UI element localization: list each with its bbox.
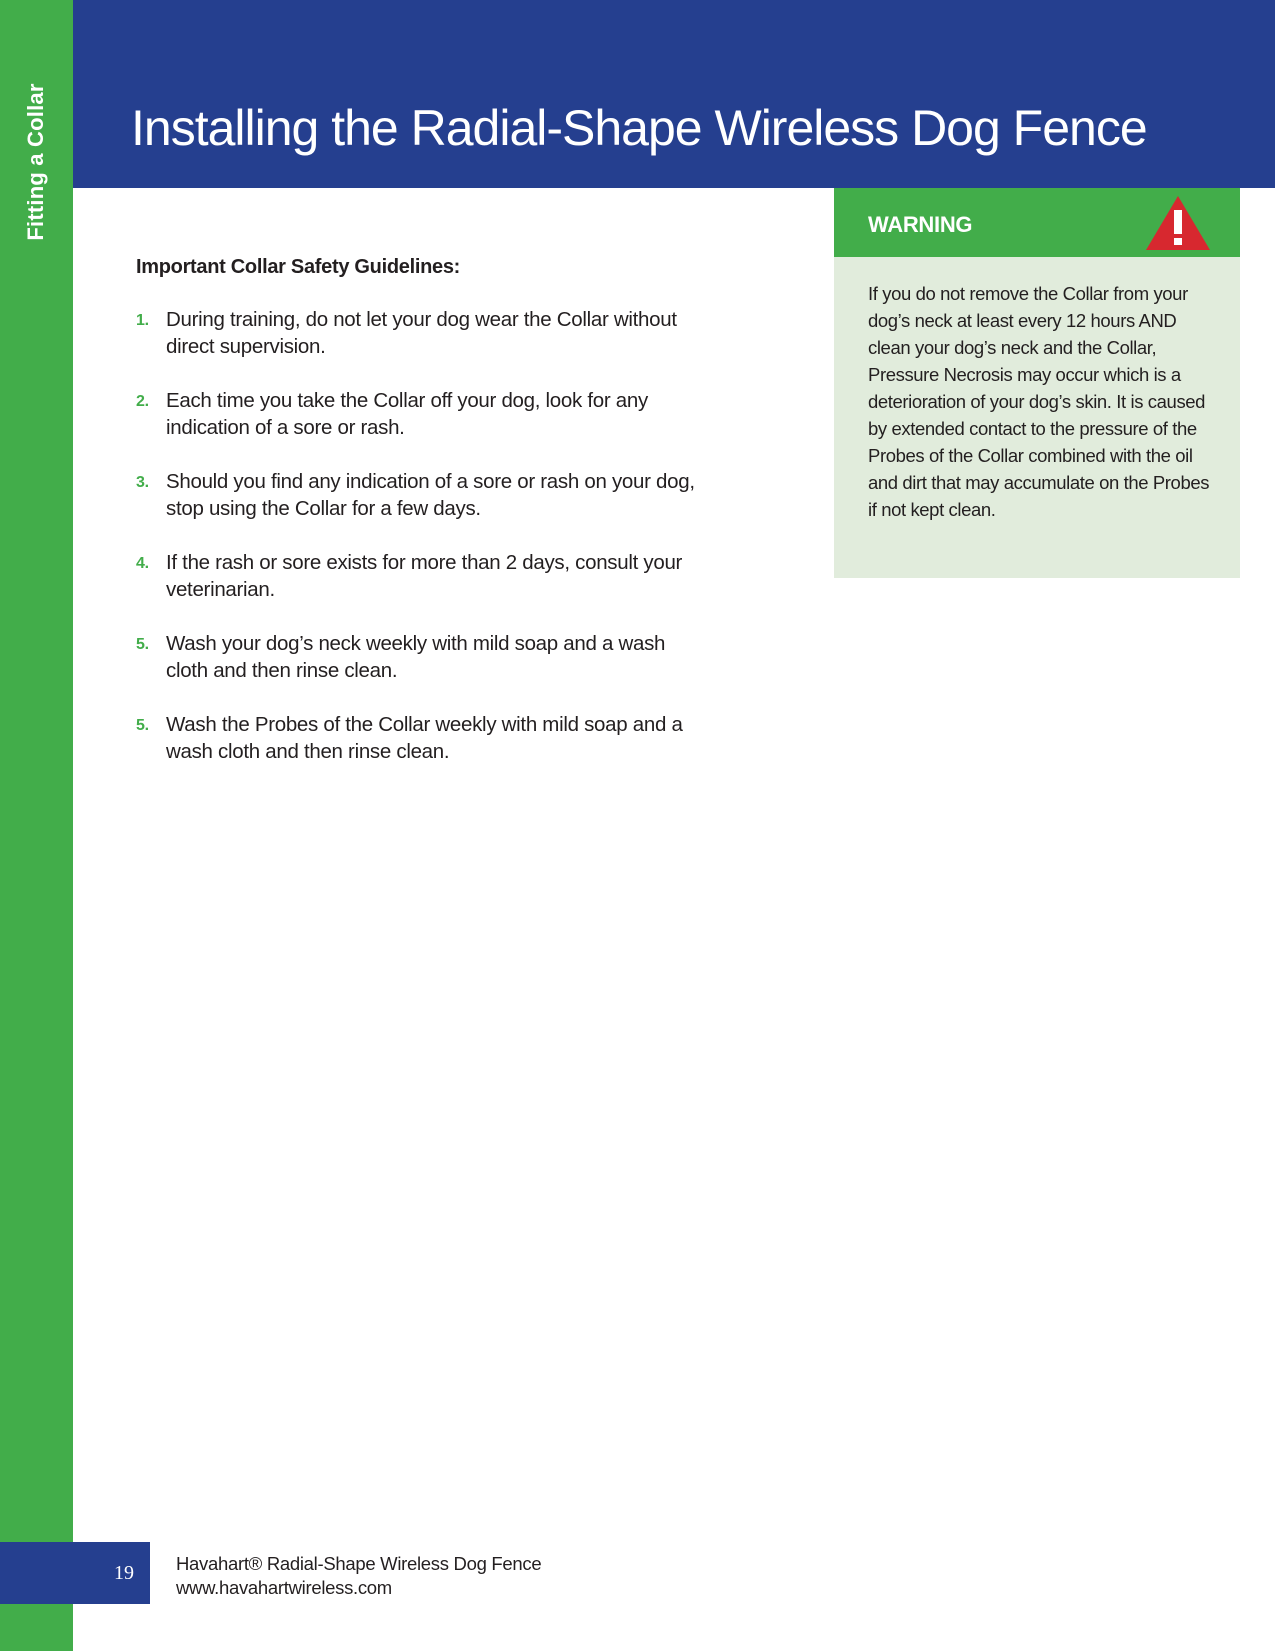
page-title: Installing the Radial-Shape Wireless Dog Fence (131, 100, 1147, 156)
list-item (136, 549, 696, 603)
warning-text: If you do not remove the Collar from your dog’s neck at least every 12 hours AND clean your dog’s neck and the Collar, Pressure Necrosis may occur which is a deterioration of your dog’s skin. It is caused by extended contact to the pressure of the Probes of the Collar combined with the oil and dirt that may accumulate on the Probes if not kept clean. (868, 283, 1210, 520)
header-band (73, 0, 1275, 188)
item-text: Wash your dog’s neck weekly with mild soap and a wash cloth and then rinse clean. (166, 632, 666, 682)
item-number: 4. (136, 555, 149, 572)
list-item (136, 711, 696, 765)
section-heading: Important Collar Safety Guidelines: (136, 256, 461, 278)
warning-header (834, 188, 1240, 257)
warning-triangle-icon (1144, 194, 1212, 252)
side-tab-label: Fitting a Collar (23, 83, 48, 241)
warning-box (834, 188, 1240, 578)
item-number: 2. (136, 393, 149, 410)
list-item (136, 468, 696, 522)
footer-page-tab (0, 1542, 150, 1604)
item-text: Wash the Probes of the Collar weekly with mild soap and a wash cloth and then rinse clean. (166, 713, 683, 763)
list-item (136, 630, 696, 684)
page-number: 19 (114, 1562, 134, 1584)
item-number: 3. (136, 474, 149, 491)
guidelines-list (136, 306, 696, 792)
list-item (136, 387, 696, 441)
list-item (136, 306, 696, 360)
side-tab (0, 0, 73, 1651)
footer-text (176, 1552, 541, 1600)
footer-url: www.havahartwireless.com (176, 1577, 392, 1598)
item-text: During training, do not let your dog wear the Collar without direct supervision. (166, 308, 677, 358)
item-number: 1. (136, 312, 149, 329)
warning-title: WARNING (868, 212, 973, 237)
item-text: If the rash or sore exists for more than 2 days, consult your veterinarian. (166, 551, 683, 601)
footer-product: Havahart® Radial-Shape Wireless Dog Fence (176, 1553, 542, 1574)
item-number: 5. (136, 636, 149, 653)
item-text: Each time you take the Collar off your dog, look for any indication of a sore or rash. (166, 389, 648, 439)
item-number: 5. (136, 717, 149, 734)
item-text: Should you find any indication of a sore or rash on your dog, stop using the Collar for a few days. (166, 470, 695, 520)
